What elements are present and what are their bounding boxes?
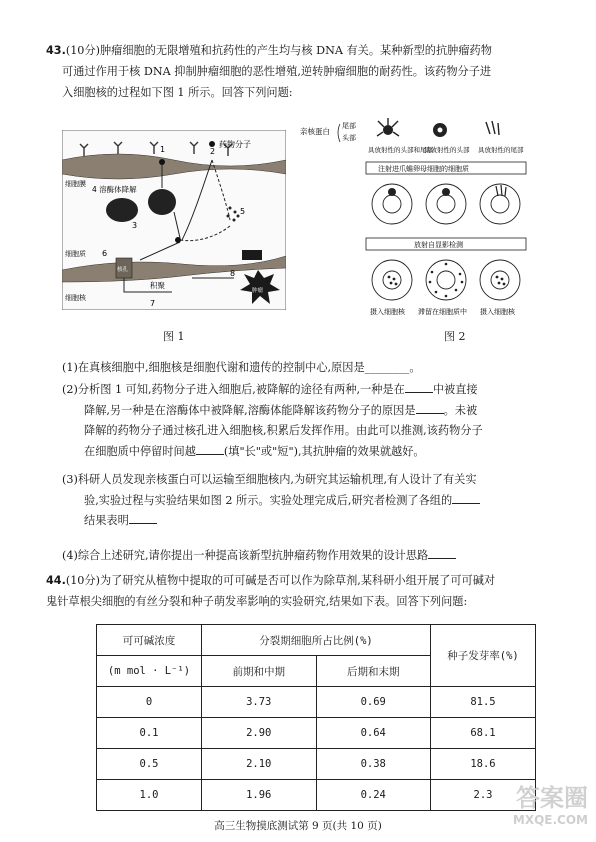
blank-3a bbox=[452, 493, 480, 504]
logo-text: 答案圈 bbox=[516, 784, 588, 812]
drug-molecule-2 bbox=[175, 237, 181, 243]
label-tumor: 肿瘤 bbox=[252, 288, 264, 294]
cell: 0.38 bbox=[316, 749, 431, 780]
sub2-c: 降解,另一种是在溶酶体中被降解,溶酶体能降解该药物分子的原因是 bbox=[84, 403, 416, 417]
watermark-url: MXQE.COM bbox=[512, 813, 588, 827]
label-n7: 7 bbox=[150, 299, 156, 308]
blank-2a bbox=[405, 382, 433, 393]
cell: 81.5 bbox=[431, 687, 536, 718]
label-cytoplasm: 细胞质 bbox=[65, 250, 86, 258]
label-detect: 放射自显影检测 bbox=[414, 241, 463, 249]
label-protein: 亲核蛋白 bbox=[300, 127, 330, 136]
sub-question-2 bbox=[62, 380, 558, 462]
header-early: 前期和中期 bbox=[202, 656, 317, 687]
endosome-shape bbox=[148, 189, 176, 215]
watermark-logo bbox=[468, 778, 588, 838]
label-n3: 3 bbox=[132, 221, 138, 230]
cell: 0.24 bbox=[316, 780, 431, 811]
sub3-b: 验,实验过程与实验结果如图 2 所示。实验处理完成后,研究者检测了各组的 bbox=[84, 493, 453, 507]
cell: 0.5 bbox=[97, 749, 202, 780]
cell: 68.1 bbox=[431, 718, 536, 749]
protein-icon-head bbox=[433, 123, 447, 137]
header-germination: 种子发芽率(%) bbox=[431, 625, 536, 687]
q44-text-1: (10分)为了研究从植物中提取的可可碱是否可以作为除草剂,某科研小组开展了可可碱对 bbox=[65, 574, 496, 587]
sub2-g: (填"长"或"短"),其抗肿瘤的效果就越好。 bbox=[223, 444, 425, 458]
label-group1: 具放射性的头部和尾部 bbox=[368, 146, 433, 154]
sub2-d: 。未被 bbox=[443, 403, 478, 417]
blank-4 bbox=[428, 548, 456, 559]
label-n2: 2 bbox=[210, 147, 216, 156]
sub4-text: (4)综合上述研究,请你提出一种提高该新型抗肿瘤药物作用效果的设计思路 bbox=[62, 549, 429, 562]
sub3-a: (3)科研人员发现亲核蛋白可以运输至细胞核内,为研究其运输机理,有人设计了有关实 bbox=[62, 473, 477, 486]
sub-question-4 bbox=[62, 546, 558, 567]
label-head: 头部 bbox=[342, 134, 356, 142]
cell: 1.0 bbox=[97, 780, 202, 811]
figure-2-caption: 图 2 bbox=[444, 330, 466, 343]
label-nucleus: 细胞核 bbox=[65, 294, 86, 302]
q43-text-3: 入细胞核的过程如下图 1 所示。回答下列问题: bbox=[62, 86, 293, 99]
q44-text-2: 鬼针草根尖细胞的有丝分裂和种子萌发率影响的实验研究,结果如下表。回答下列问题: bbox=[46, 595, 468, 608]
cell: 2.10 bbox=[202, 749, 317, 780]
sub-question-3 bbox=[62, 470, 558, 532]
cell: 2.90 bbox=[202, 718, 317, 749]
protein-icon-tail bbox=[486, 121, 499, 135]
sub2-e: 降解的药物分子通过核孔进入细胞核,积累后发挥作用。由此可以推测,该药物分子 bbox=[84, 424, 483, 437]
label-n1: 1 bbox=[160, 145, 166, 154]
cell: 3.73 bbox=[202, 687, 317, 718]
label-lysosome: 4 溶酶体降解 bbox=[92, 185, 137, 194]
cell: 0 bbox=[97, 687, 202, 718]
table-row bbox=[97, 718, 536, 749]
sub2-a: (2)分析图 1 可知,药物分子进入细胞后,被降解的途径有两种,一种是在 bbox=[62, 383, 405, 396]
label-drug: 药物分子 bbox=[219, 140, 251, 149]
figure-1 bbox=[62, 130, 286, 310]
cell: 0.64 bbox=[316, 718, 431, 749]
cell: 0.1 bbox=[97, 718, 202, 749]
label-n6: 6 bbox=[102, 249, 108, 258]
sub3-c: 结果表明 bbox=[84, 514, 129, 527]
question-43 bbox=[46, 40, 558, 103]
label-n8: 8 bbox=[230, 269, 236, 278]
blank-3b bbox=[129, 513, 157, 524]
cell: 0.69 bbox=[316, 687, 431, 718]
lysosome-shape bbox=[106, 198, 138, 222]
q43-text-2: 可通过作用于核 DNA 抑制肿瘤细胞的恶性增殖,逆转肿瘤细胞的耐药性。该药物分子进 bbox=[62, 65, 492, 78]
label-nuclear-pore: 核孔 bbox=[117, 267, 129, 273]
cell: 18.6 bbox=[431, 749, 536, 780]
label-n5: 5 bbox=[240, 207, 246, 216]
blank-2b bbox=[416, 403, 444, 414]
cell: 2.3 bbox=[431, 780, 536, 811]
blank-2c bbox=[196, 444, 224, 455]
header-unit: (m mol · L⁻¹) bbox=[97, 656, 202, 687]
protein-icon-full bbox=[377, 118, 399, 136]
page-footer: 高三生物摸底测试第 9 页(共 10 页) bbox=[214, 820, 382, 832]
table-row bbox=[97, 687, 536, 718]
sub-question-1: (1)在真核细胞中,细胞核是细胞代谢和遗传的控制中心,原因是________。 bbox=[62, 361, 421, 374]
table-row bbox=[97, 749, 536, 780]
label-tail: 尾部 bbox=[342, 122, 356, 130]
header-concentration: 可可碱浓度 bbox=[97, 625, 202, 656]
figure-1-caption: 图 1 bbox=[163, 330, 185, 343]
label-result3: 摄入细胞核 bbox=[480, 308, 515, 316]
q43-number: 43. bbox=[46, 44, 66, 57]
cell: 1.96 bbox=[202, 780, 317, 811]
result-dots bbox=[388, 263, 506, 298]
q43-line1 bbox=[46, 40, 558, 61]
header-ratio: 分裂期细胞所占比例(%) bbox=[202, 625, 431, 656]
label-result2: 滞留在细胞质中 bbox=[418, 308, 467, 316]
label-group3: 具放射性的尾部 bbox=[478, 146, 524, 154]
q43-text-1: (10分)肿瘤细胞的无限增殖和抗药性的产生均与核 DNA 有关。某种新型的抗肿瘤药物 bbox=[65, 44, 492, 57]
figure-2 bbox=[296, 116, 556, 322]
label-result1: 摄入细胞核 bbox=[370, 308, 405, 316]
sub2-f: 在细胞质中停留时间越 bbox=[84, 444, 196, 458]
q44-number: 44. bbox=[46, 574, 66, 587]
question-44 bbox=[46, 570, 558, 612]
header-late: 后期和末期 bbox=[316, 656, 431, 687]
label-membrane: 细胞膜 bbox=[65, 180, 86, 188]
label-group2: 具放射性的头部 bbox=[424, 146, 470, 154]
sub2-b: 中被直接 bbox=[432, 383, 478, 396]
label-inject: 注射进爪蟾卵母细胞的细胞质 bbox=[378, 165, 469, 173]
dna-block bbox=[242, 250, 262, 260]
label-accumulate: 积聚 bbox=[150, 281, 165, 290]
